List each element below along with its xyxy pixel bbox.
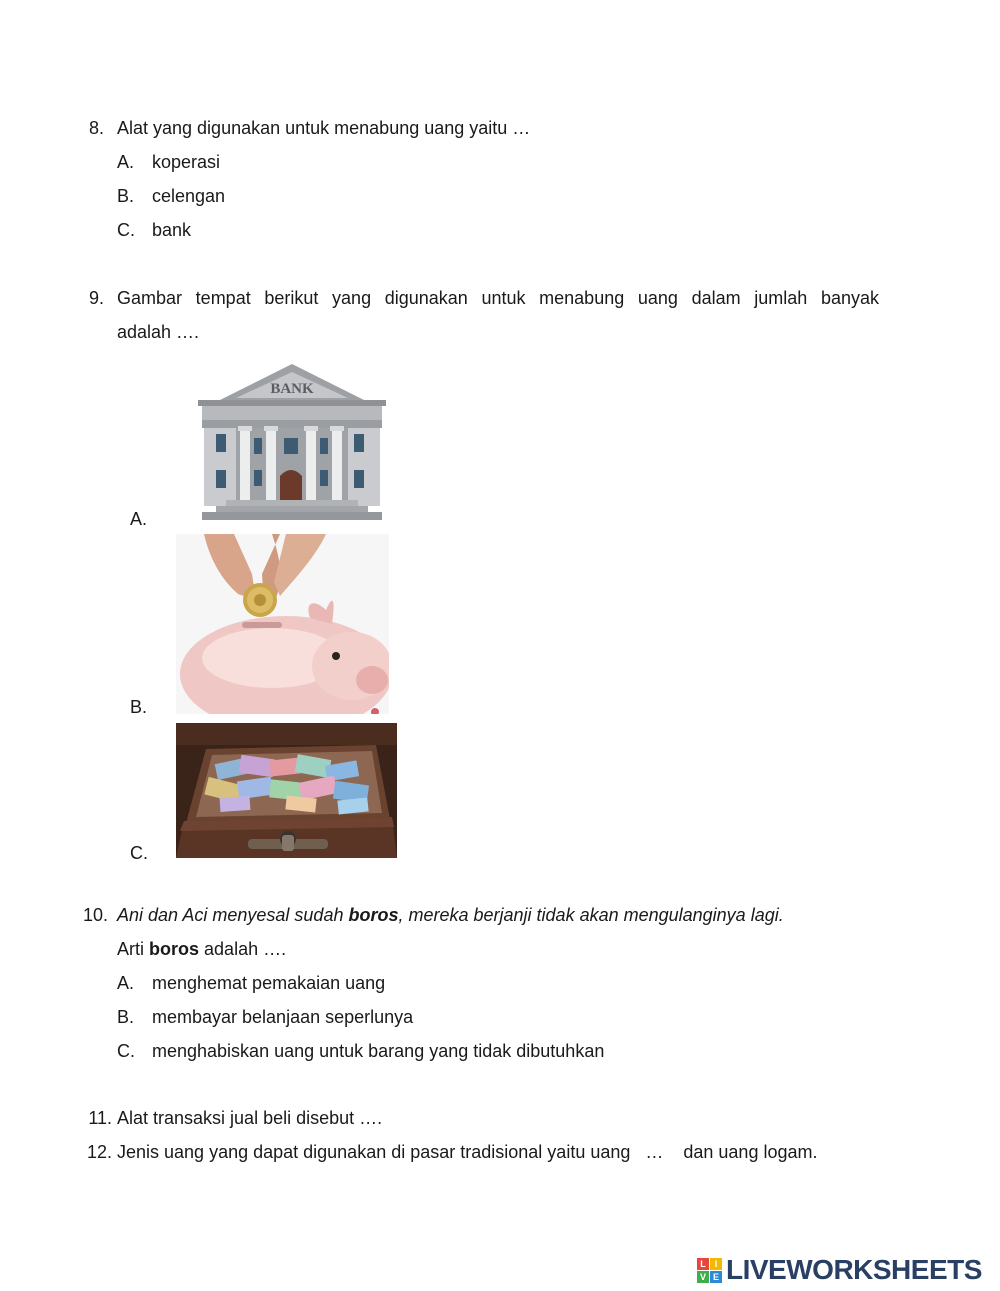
question-number: 8. [88,118,104,138]
question-number: 11. [88,1108,112,1128]
sentence-bold-word: boros [348,905,399,925]
option-text[interactable]: menghemat pemakaian uang [152,973,386,993]
bank-building-image[interactable] [196,362,388,520]
sentence-part-2: , mereka berjanji tidak akan mengulanginya lagi. [398,905,784,925]
bank-sign-text: BANK [270,381,314,397]
logo-letter-l: L [697,1258,709,1270]
prompt-part-1: Arti [117,939,150,959]
option-text[interactable]: bank [152,220,192,240]
question-text-line2: adalah …. [117,322,200,342]
money-drawer-image[interactable] [176,723,397,858]
logo-letter-i: I [710,1258,722,1270]
option-text[interactable]: membayar belanjaan seperlunya [152,1007,414,1027]
question-number: 10. [82,905,108,925]
question-prompt [117,939,286,960]
question-number: 12. [86,1142,112,1162]
option-letter: A. [130,509,148,529]
option-letter: C. [130,843,148,863]
sentence-part-1: Ani dan Aci menyesal sudah [117,905,349,925]
prompt-bold-word: boros [149,939,200,959]
option-text[interactable]: koperasi [152,152,221,172]
logo-letter-e: E [710,1271,722,1283]
question-sentence [117,905,784,926]
prompt-part-2: adalah …. [199,939,287,959]
logo-mark-icon [697,1258,722,1283]
question-text: Alat transaksi jual beli disebut …. [117,1108,383,1128]
option-letter: A. [117,152,135,172]
option-letter: B. [130,697,148,717]
option-letter: C. [117,220,135,240]
question-text: Jenis uang yang dapat digunakan di pasar tradisional yaitu uang … dan uang logam. [117,1142,818,1162]
question-number: 9. [88,288,104,308]
option-letter: B. [117,1007,135,1027]
option-text[interactable]: celengan [152,186,226,206]
option-text[interactable]: menghabiskan uang untuk barang yang tidak dibutuhkan [152,1041,605,1061]
option-letter: C. [117,1041,135,1061]
brand-name: LIVEWORKSHEETS [726,1254,982,1285]
liveworksheets-logo[interactable] [697,1254,982,1286]
piggy-bank-image[interactable] [176,534,389,714]
option-letter: A. [117,973,135,993]
option-letter: B. [117,186,135,206]
question-text-line1: Gambar tempat berikut yang digunakan untuk menabung uang dalam jumlah banyak [117,288,879,308]
question-text: Alat yang digunakan untuk menabung uang yaitu … [117,118,531,138]
logo-letter-v: V [697,1271,709,1283]
